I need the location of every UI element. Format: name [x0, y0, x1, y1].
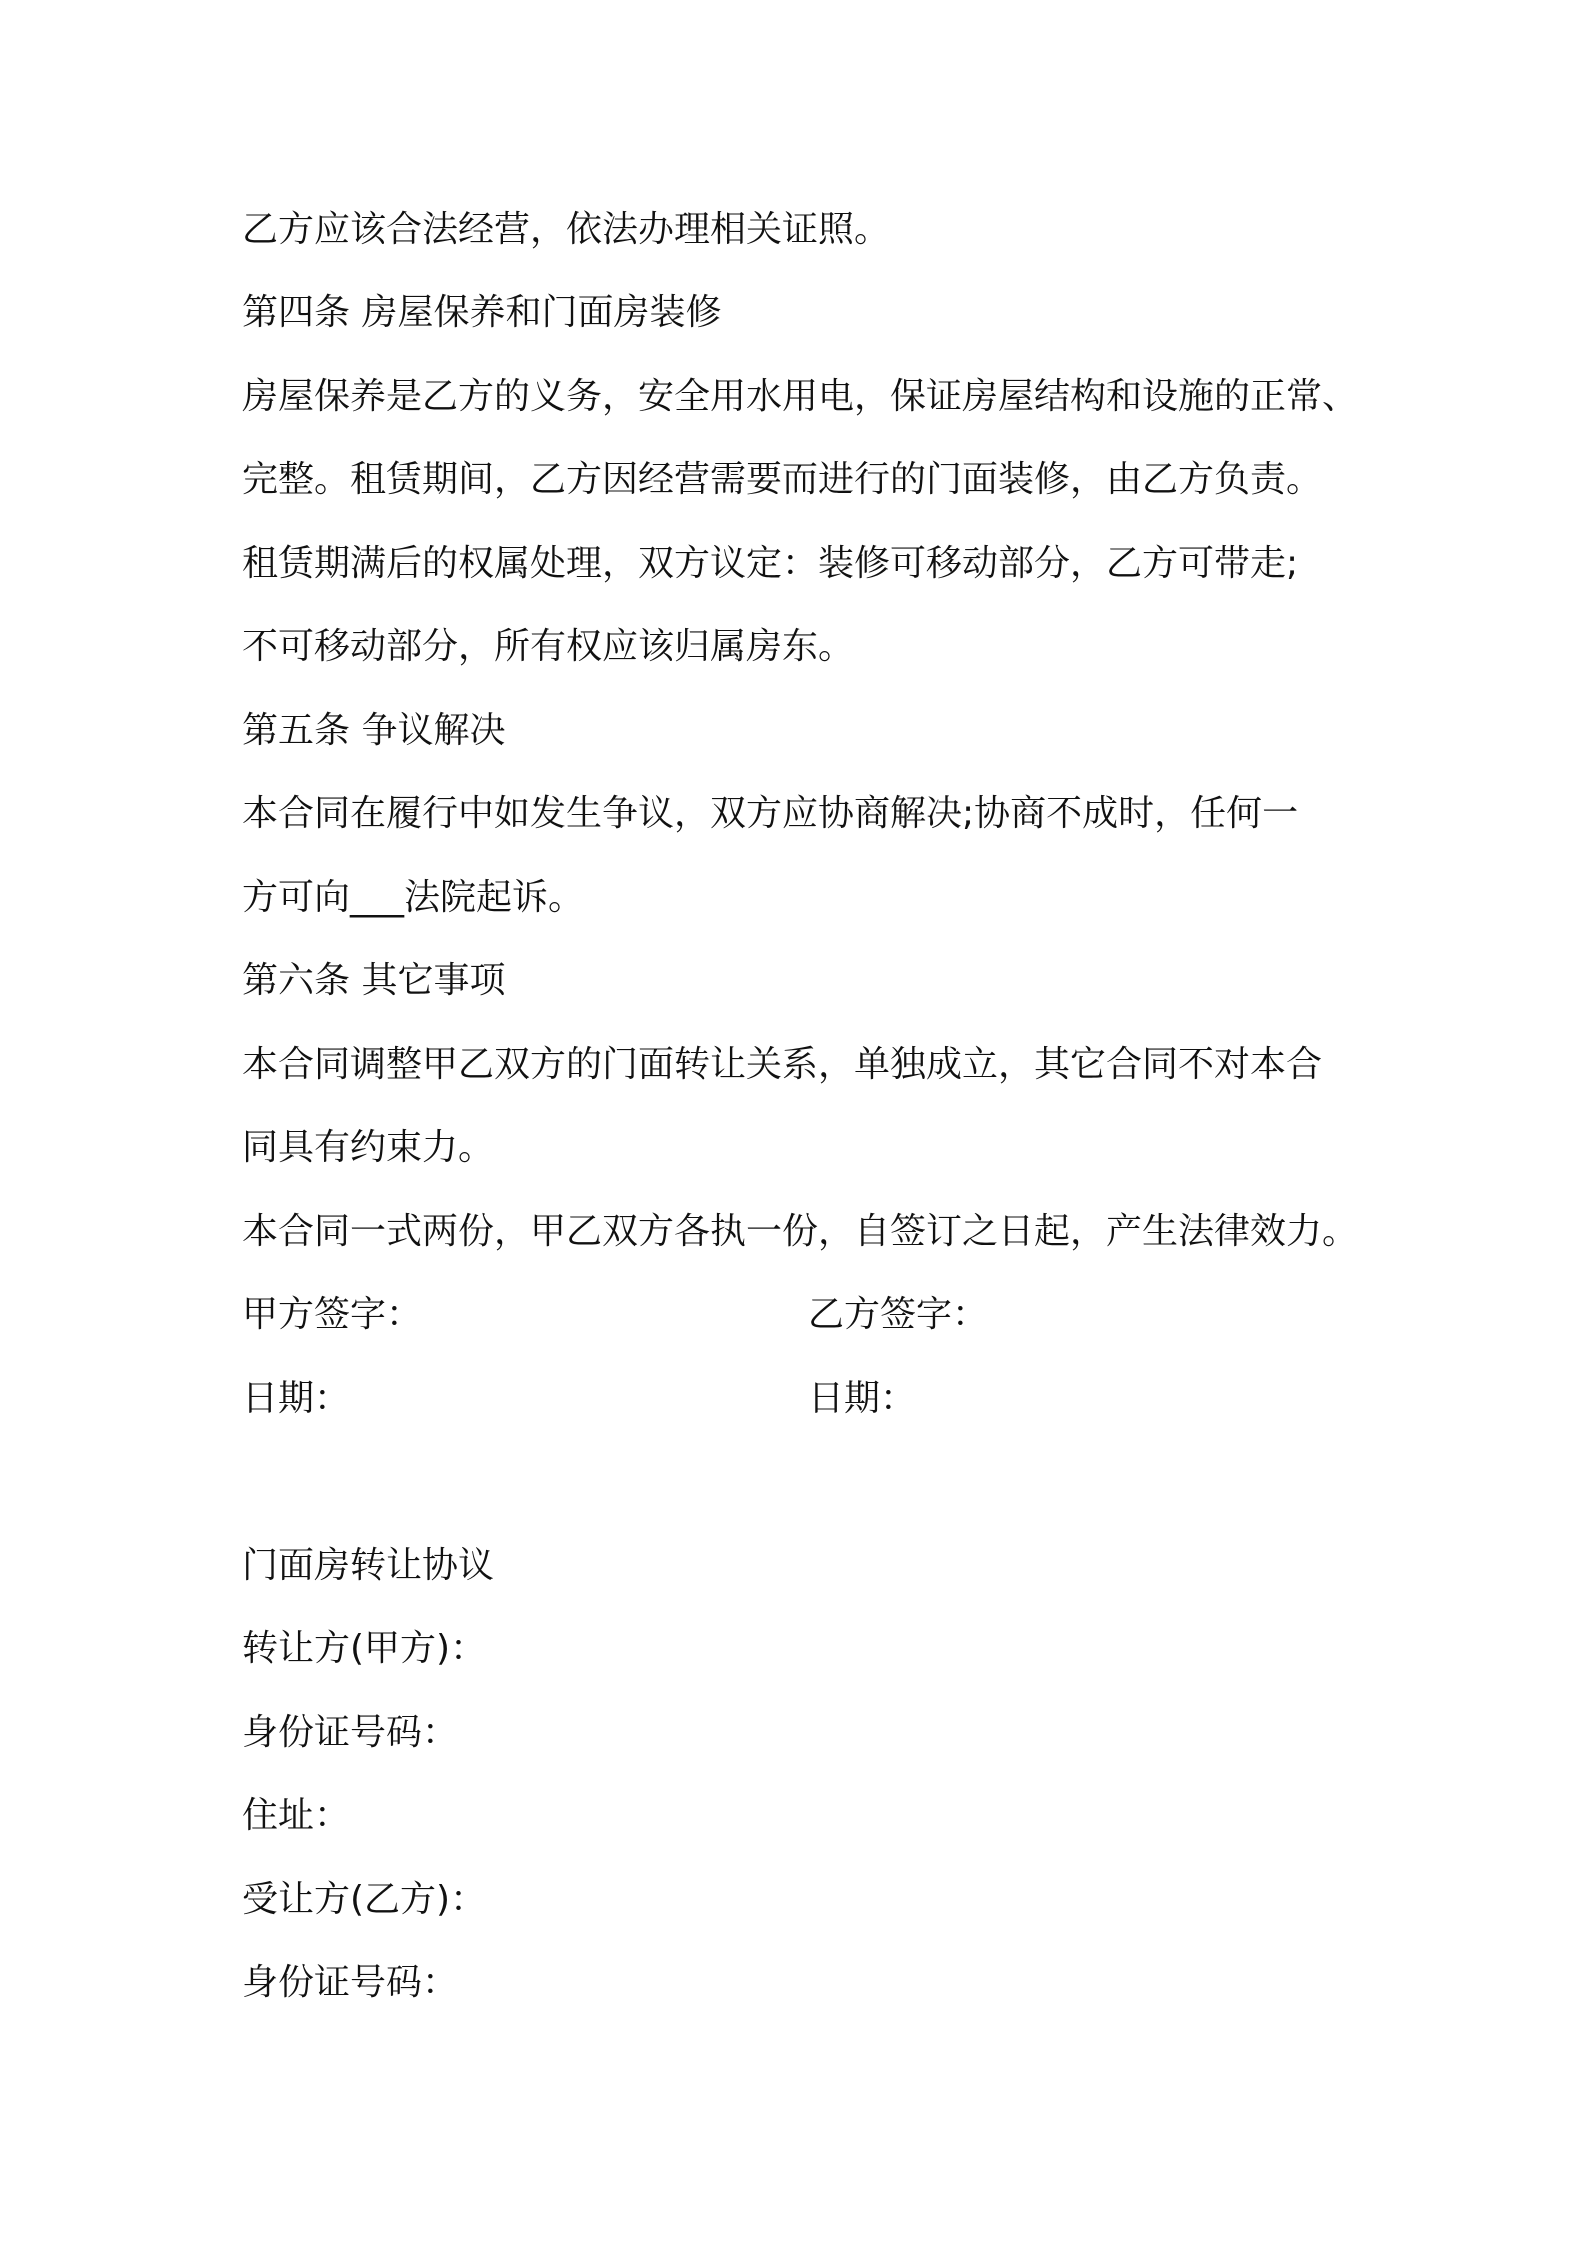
clause-text-line: 同具有约束力。 — [242, 1127, 495, 1168]
party-b-signature-label: 乙方签字： — [808, 1294, 989, 1335]
article-6-heading: 第六条 其它事项 — [242, 960, 506, 1001]
clause-text-line: 本合同一式两份，甲乙双方各执一份，自签订之日起，产生法律效力。 — [242, 1211, 1359, 1252]
address-field-label: 住址： — [242, 1795, 351, 1836]
id-number-field-label: 身份证号码： — [242, 1712, 459, 1753]
agreement-title: 门面房转让协议 — [242, 1545, 495, 1586]
transferee-field-label: 受让方(乙方)： — [242, 1879, 487, 1920]
clause-text-line: 本合同调整甲乙双方的门面转让关系，单独成立，其它合同不对本合 — [242, 1044, 1323, 1085]
clause-text-line: 乙方应该合法经营，依法办理相关证照。 — [242, 209, 891, 250]
party-a-signature-label: 甲方签字： — [242, 1294, 423, 1335]
clause-text-line: 本合同在履行中如发生争议，双方应协商解决;协商不成时，任何一 — [242, 793, 1299, 834]
clause-text-line: 房屋保养是乙方的义务，安全用水用电，保证房屋结构和设施的正常、 — [242, 376, 1359, 417]
transferor-field-label: 转让方(甲方)： — [242, 1628, 487, 1669]
party-b-date-label: 日期： — [808, 1378, 917, 1419]
clause-text-line: 租赁期满后的权属处理，双方议定：装修可移动部分，乙方可带走; — [242, 543, 1299, 584]
party-a-date-label: 日期： — [242, 1378, 351, 1419]
clause-text-line: 不可移动部分，所有权应该归属房东。 — [242, 626, 855, 667]
clause-text-line: 完整。租赁期间，乙方因经营需要而进行的门面装修，由乙方负责。 — [242, 459, 1323, 500]
article-4-heading: 第四条 房屋保养和门面房装修 — [242, 292, 722, 333]
article-5-heading: 第五条 争议解决 — [242, 710, 506, 751]
clause-text-line: 方可向___法院起诉。 — [242, 877, 585, 918]
id-number-field-label: 身份证号码： — [242, 1962, 459, 2003]
